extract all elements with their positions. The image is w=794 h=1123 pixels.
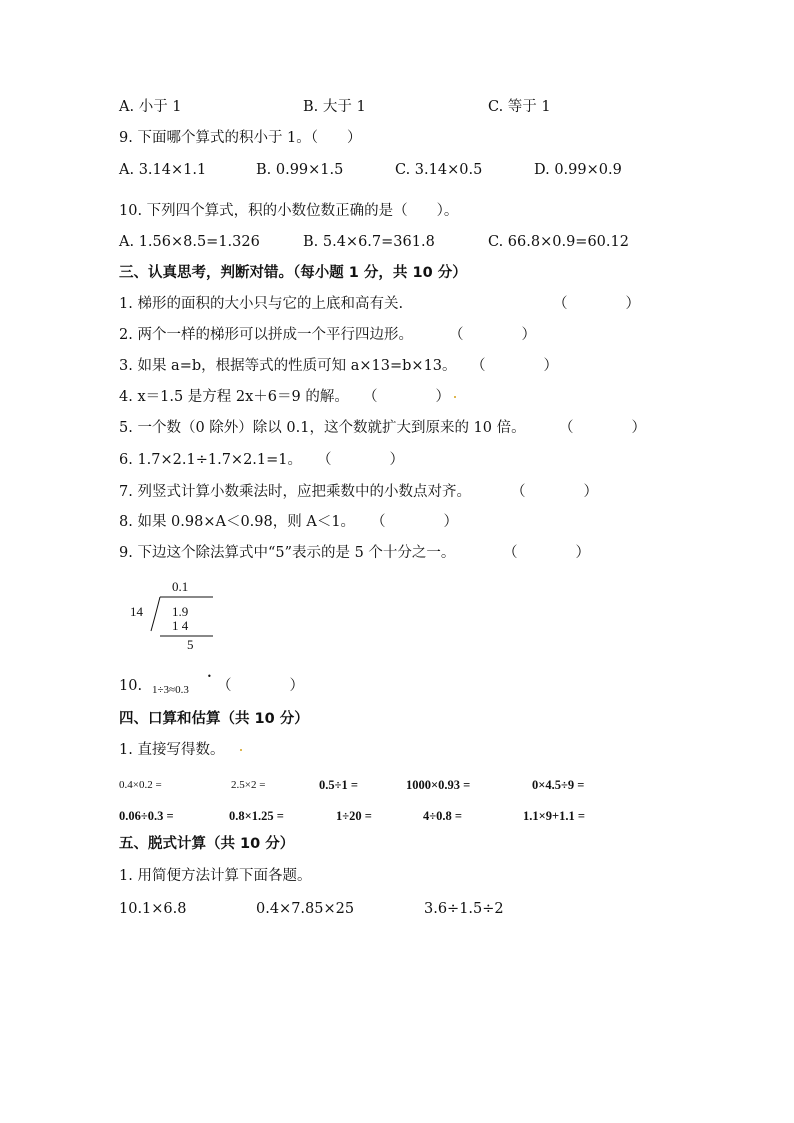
divisor: 14 — [130, 604, 143, 619]
section5-title: 五、脱式计算（共 10 分） — [119, 836, 295, 852]
scan-dot — [240, 749, 242, 751]
mental-math-6: 0.06÷0.3 = — [119, 809, 174, 823]
mental-math-5: 0×4.5÷9 = — [532, 778, 585, 792]
q10-option-c: C. 66.8×0.9=60.12 — [488, 234, 629, 250]
judge-item-9-paren: （ ） — [503, 545, 590, 561]
q8-option-c: C. 等于 1 — [488, 99, 551, 115]
section4-sub: 1. 直接写得数。 — [119, 742, 225, 758]
judge-item-10-expr: 1÷3≈0.3 — [152, 684, 189, 696]
quotient: 0.1 — [172, 579, 189, 594]
section5-sub: 1. 用简便方法计算下面各题。 — [119, 868, 312, 884]
judge-item-5-paren: （ ） — [559, 420, 646, 436]
judge-item-8-paren: （ ） — [371, 514, 458, 530]
q8-option-a: A. 小于 1 — [119, 99, 182, 115]
judge-item-3-text: 3. 如果 a=b，根据等式的性质可知 a×13=b×13。 — [119, 358, 457, 374]
q9-question: 9. 下面哪个算式的积小于 1。（ ） — [119, 130, 362, 146]
q10-option-b: B. 5.4×6.7=361.8 — [303, 234, 435, 250]
section4-title: 四、口算和估算（共 10 分） — [119, 711, 309, 727]
scan-dot — [454, 396, 456, 398]
simplify-expr-1: 10.1×6.8 — [119, 901, 187, 917]
simplify-expr-3: 3.6÷1.5÷2 — [424, 901, 504, 917]
judge-item-9-text: 9. 下边这个除法算式中“5”表示的是 5 个十分之一。 — [119, 545, 456, 561]
q9-option-a: A. 3.14×1.1 — [119, 162, 207, 178]
judge-item-1-paren: （ ） — [553, 296, 640, 312]
simplify-expr-2: 0.4×7.85×25 — [256, 901, 355, 917]
judge-item-7-text: 7. 列竖式计算小数乘法时，应把乘数中的小数点对齐。 — [119, 484, 471, 500]
judge-item-6-paren: （ ） — [317, 452, 404, 468]
judge-item-10-paren: （ ） — [217, 678, 304, 694]
judge-item-10-label: 10. — [119, 678, 143, 694]
q9-option-d: D. 0.99×0.9 — [534, 162, 622, 178]
long-division-figure — [120, 575, 230, 655]
judge-item-6-text: 6. 1.7×2.1÷1.7×2.1=1。 — [119, 452, 303, 468]
judge-item-2-paren: （ ） — [449, 327, 536, 343]
mental-math-3: 0.5÷1 = — [319, 778, 358, 792]
q9-option-c: C. 3.14×0.5 — [395, 162, 483, 178]
judge-item-4-paren: （ ） — [363, 389, 450, 405]
judge-item-3-paren: （ ） — [471, 358, 558, 374]
q8-option-b: B. 大于 1 — [303, 99, 366, 115]
section3-title: 三、认真思考，判断对错。（每小题 1 分，共 10 分） — [119, 265, 467, 281]
dividend: 1.9 — [172, 604, 189, 619]
q10-question: 10. 下列四个算式，积的小数位数正确的是（ ）。 — [119, 203, 459, 219]
judge-item-4-text: 4. x＝1.5 是方程 2x＋6＝9 的解。 — [119, 389, 349, 405]
mental-math-7: 0.8×1.25 = — [229, 809, 284, 823]
judge-item-7-paren: （ ） — [511, 484, 598, 500]
q9-option-b: B. 0.99×1.5 — [256, 162, 344, 178]
remainder: 5 — [187, 637, 194, 652]
mental-math-4: 1000×0.93 = — [406, 778, 471, 792]
repeating-dot-icon: • — [207, 672, 212, 681]
judge-item-2-text: 2. 两个一样的梯形可以拼成一个平行四边形。 — [119, 327, 413, 343]
mental-math-2: 2.5×2 = — [231, 779, 266, 791]
mental-math-10: 1.1×9+1.1 = — [523, 809, 585, 823]
mental-math-1: 0.4×0.2 = — [119, 779, 162, 791]
judge-item-8-text: 8. 如果 0.98×A＜0.98，则 A＜1。 — [119, 514, 356, 530]
product: 1 4 — [172, 618, 189, 633]
judge-item-1-text: 1. 梯形的面积的大小只与它的上底和高有关. — [119, 296, 404, 312]
mental-math-8: 1÷20 = — [336, 809, 372, 823]
q10-option-a: A. 1.56×8.5=1.326 — [119, 234, 260, 250]
mental-math-9: 4÷0.8 = — [423, 809, 462, 823]
judge-item-5-text: 5. 一个数（0 除外）除以 0.1，这个数就扩大到原来的 10 倍。 — [119, 420, 526, 436]
